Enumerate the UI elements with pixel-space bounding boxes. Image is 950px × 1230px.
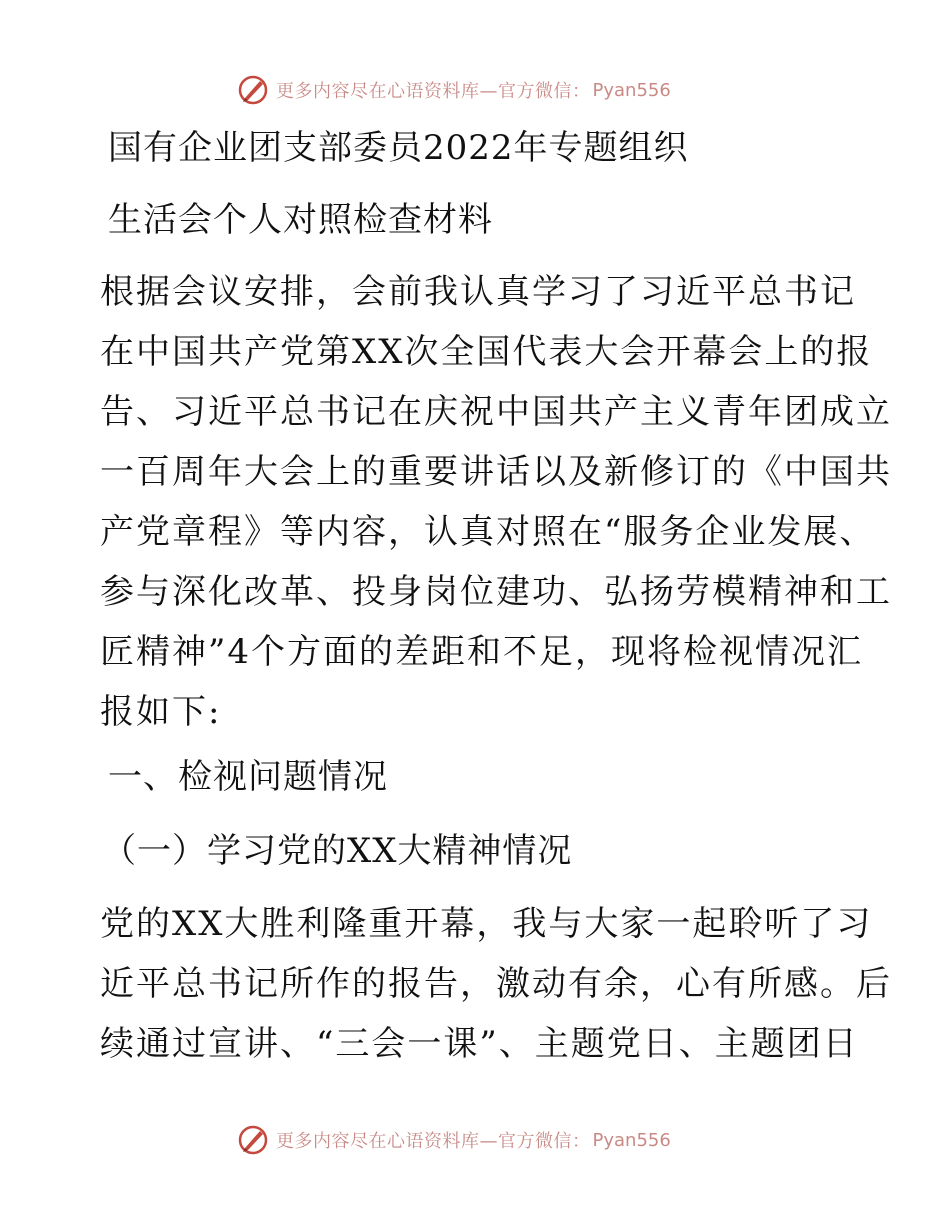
intro-line: 根据会议安排，会前我认真学习了习近平总书记 xyxy=(100,272,856,312)
subsection-heading: （一）学习党的XX大精神情况 xyxy=(102,831,573,871)
watermark-wechat-id: Pyan556 xyxy=(592,1129,671,1151)
pen-logo-icon xyxy=(236,1123,270,1157)
para-line: 党的XX大胜利隆重开幕，我与大家一起聆听了习 xyxy=(100,904,873,944)
intro-line: 一百周年大会上的重要讲话以及新修订的《中国共 xyxy=(100,452,892,492)
intro-line: 报如下: xyxy=(100,692,222,732)
para-line: 续通过宣讲、“三会一课”、主题党日、主题团日 xyxy=(100,1024,859,1064)
watermark-wechat-id: Pyan556 xyxy=(592,79,671,101)
intro-paragraph xyxy=(100,272,892,752)
watermark-footer xyxy=(236,1122,671,1158)
intro-line: 产党章程》等内容，认真对照在“服务企业发展、 xyxy=(100,512,876,552)
title-line-1: 国有企业团支部委员2022年专题组织 xyxy=(108,128,689,168)
pen-logo-icon xyxy=(236,73,270,107)
intro-line: 参与深化改革、投身岗位建功、弘扬劳模精神和工 xyxy=(100,572,892,612)
title-line-2: 生活会个人对照检查材料 xyxy=(108,200,493,240)
intro-line: 告、习近平总书记在庆祝中国共产主义青年团成立 xyxy=(100,392,892,432)
paragraph-2 xyxy=(100,904,892,1084)
section-heading: 一、检视问题情况 xyxy=(108,757,388,797)
watermark-text: 更多内容尽在心语资料库—官方微信： xyxy=(276,81,591,102)
watermark-text: 更多内容尽在心语资料库—官方微信： xyxy=(276,1131,591,1152)
watermark-header xyxy=(236,72,671,108)
para-line: 近平总书记所作的报告，激动有余，心有所感。后 xyxy=(100,964,892,1004)
intro-line: 在中国共产党第XX次全国代表大会开幕会上的报 xyxy=(100,332,873,372)
intro-line: 匠精神”4个方面的差距和不足，现将检视情况汇 xyxy=(100,632,864,672)
